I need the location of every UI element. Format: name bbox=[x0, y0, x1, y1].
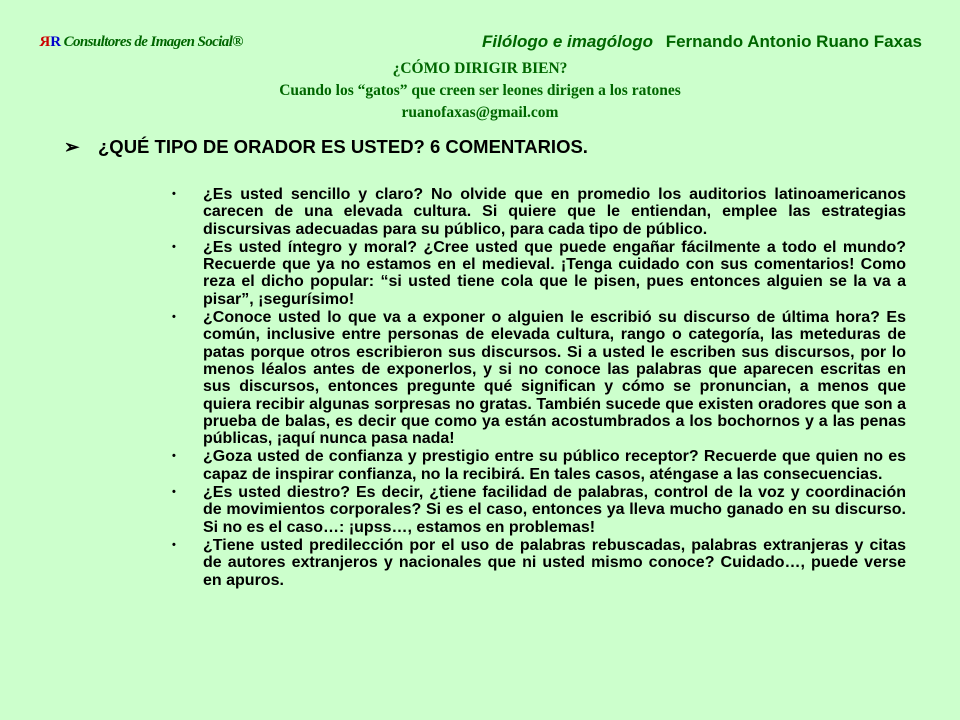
comment-list bbox=[172, 186, 906, 590]
list-item-text: ¿Es usted diestro? Es decir, ¿tiene facilidad de palabras, control de la voz y coordinación de movimientos corporales? Si es el caso, entonces ya lleva mucho ganado en su discurso. Si no es el caso…: ¡upss…, estamos en problemas! bbox=[203, 484, 906, 536]
list-item bbox=[172, 537, 906, 589]
logo-text: Consultores de Imagen Social® bbox=[63, 34, 243, 50]
logo bbox=[40, 34, 243, 51]
bullet-icon: • bbox=[172, 486, 176, 499]
author-role: Filólogo e imagólogo bbox=[482, 32, 653, 51]
contact-email: ruanofaxas@gmail.com bbox=[401, 104, 559, 121]
subtitle-tagline: Cuando los “gatos” que creen ser leones dirigen a los ratones bbox=[279, 82, 681, 99]
list-item-text: ¿Es usted íntegro y moral? ¿Cree usted que puede engañar fácilmente a todo el mundo? Recuerde que ya no estamos en el medieval. ¡Tenga cuidado con sus comentarios! Como reza el dicho popular: “si usted tiene cola que le pisen, pues entonces alguien se la va a pisar”, ¡segurísimo! bbox=[203, 238, 906, 308]
list-item-text: ¿Es usted sencillo y claro? No olvide que en promedio los auditorios latinoamericanos carecen de una elevada cultura. Si quiere que le entiendan, emplee las estrategias discursivas adecuadas para su público, para cada tipo de público. bbox=[203, 186, 906, 238]
list-item bbox=[172, 186, 906, 238]
section-heading-text: ¿QUÉ TIPO DE ORADOR ES USTED? 6 COMENTARIOS. bbox=[98, 136, 588, 157]
logo-r-red: R bbox=[40, 34, 51, 50]
arrow-bullet-icon: ➢ bbox=[64, 136, 80, 157]
bullet-icon: • bbox=[172, 538, 176, 551]
list-item-text: ¿Goza usted de confianza y prestigio entre su público receptor? Recuerde que quien no es capaz de inspirar confianza, no la recibirá. En tales casos, aténgase a las consecuencias. bbox=[203, 448, 906, 483]
author-name: Fernando Antonio Ruano Faxas bbox=[665, 32, 922, 51]
bullet-icon: • bbox=[172, 311, 176, 324]
bullet-icon: • bbox=[172, 188, 176, 200]
list-item-text: ¿Conoce usted lo que va a exponer o alguien le escribió su discurso de última hora? Es común, inclusive entre personas de elevada cultura, rango o categoría, las meteduras de patas porque otros escribieron sus discursos. Si a usted le escriben sus discursos, por lo menos léalos antes de exponerlos, y si no conoce las palabras que aparecen escritas en sus discursos, entonces pregunte qué significan y cómo se pronuncian, a menos que quiera recibir algunas sorpresas no gratas. También sucede que existen oradores que son a prueba de balas, es decir que como ya están acostumbrados a los bochornos y a las penas públicas, ¡aquí nunca pasa nada! bbox=[203, 309, 906, 448]
logo-r-blue: R bbox=[50, 34, 61, 50]
bullet-icon: • bbox=[172, 240, 176, 253]
header bbox=[0, 30, 960, 56]
section-heading bbox=[64, 136, 588, 158]
list-item bbox=[172, 309, 906, 447]
list-item bbox=[172, 484, 906, 536]
list-item bbox=[172, 448, 906, 483]
subtitle-title: ¿CÓMO DIRIGIR BIEN? bbox=[392, 60, 568, 77]
list-item bbox=[172, 239, 906, 308]
bullet-icon: • bbox=[172, 450, 176, 463]
list-item-text: ¿Tiene usted predilección por el uso de palabras rebuscadas, palabras extranjeras y citas de autores extranjeros y nacionales que ni usted mismo conoce? Cuidado…, puede verse en apuros. bbox=[203, 536, 906, 589]
author-block bbox=[482, 32, 922, 52]
